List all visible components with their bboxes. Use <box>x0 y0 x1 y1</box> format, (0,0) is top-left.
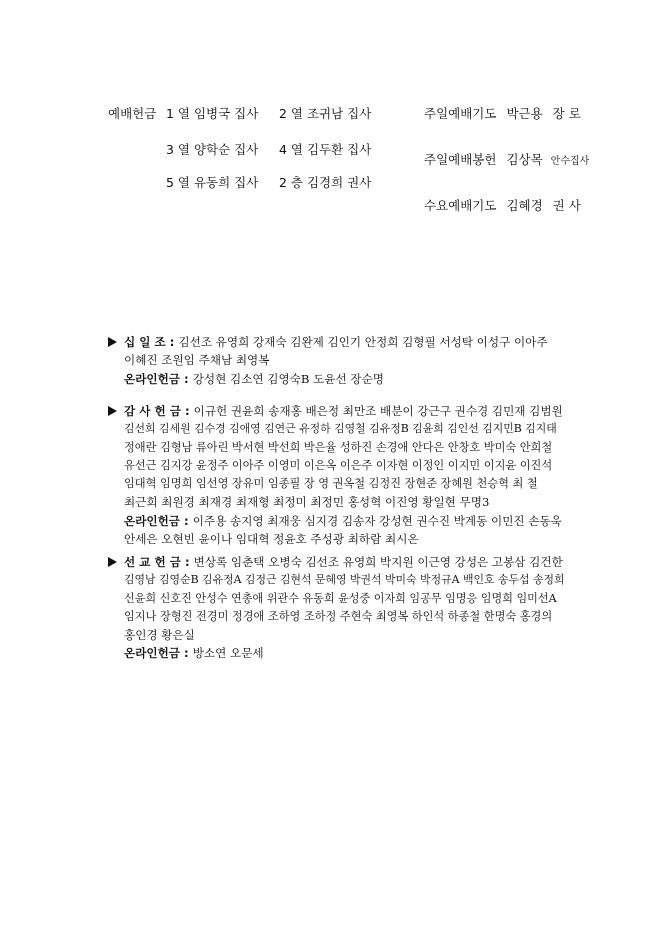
name-line: 정애란 김형남 류아린 박서현 박선희 박은율 성하진 손경애 안다은 안창호 박미숙 안희철 <box>124 440 553 454</box>
name-line: 안세은 오현빈 윤이나 임대혁 정윤호 주성광 최하람 최시온 <box>124 532 419 547</box>
thanks-section <box>108 402 568 548</box>
tithe-section <box>108 333 568 388</box>
offering-entry: 5 열 유동희 집사 <box>166 175 259 190</box>
offering-entry: 1 열 임병국 집사 <box>166 106 259 121</box>
duty-row <box>424 150 589 168</box>
duty-title: 장 로 <box>552 106 581 121</box>
name-line: 김선희 김세원 김수경 김애영 김연근 유정하 김영철 김유정B 김윤희 김인선 김지민B 김지태 <box>124 422 557 436</box>
name-line: 유선근 김지강 윤정주 이아주 이영미 이은옥 이은주 이자현 이정인 이지민 이지윤 이진석 <box>124 458 553 472</box>
bullet-triangle-icon <box>108 337 117 347</box>
name-line: 방소연 오문세 <box>192 646 264 661</box>
duty-row <box>424 196 581 214</box>
name-line: 임지나 장형진 전경미 정경애 조하영 조하정 주현숙 최영복 하인석 하종철 한명숙 홍경의 <box>124 609 553 623</box>
duty-role: 주일예배봉헌 <box>424 152 497 167</box>
offering-label: 예배헌금 <box>108 106 157 121</box>
duty-role: 주일예배기도 <box>424 106 497 121</box>
duty-name: 김혜경 <box>506 198 543 213</box>
name-line: 이혜진 조원임 주채남 최영복 <box>124 353 270 368</box>
name-line: 김영남 김영순B 김유정A 김정근 김현석 문혜영 박권석 박미숙 박정규A 백인호 송두섭 송정희 <box>124 573 565 587</box>
offering-entry: 4 열 김두환 집사 <box>279 142 372 157</box>
offering-entry: 3 열 양학순 집사 <box>166 142 259 157</box>
offering-entry: 2 열 조귀남 집사 <box>279 106 372 121</box>
name-line: 김선조 유영희 강재숙 김완제 김인기 안정희 김형필 서성탁 이성구 이아주 <box>178 335 548 349</box>
name-line: 강성현 김소연 김영숙B 도윤선 장순명 <box>192 371 384 386</box>
duty-role: 수요예배기도 <box>424 198 497 213</box>
duty-row <box>424 104 581 122</box>
duty-title: 안수집사 <box>550 156 590 167</box>
online-head: 온라인헌금 : <box>124 513 193 528</box>
name-line: 최근희 최원경 최재경 최재형 최정미 최정민 홍성혁 이진영 황일현 무명3 <box>124 495 490 510</box>
name-line: 이규헌 권윤희 송재홍 배은정 최만조 배분이 강근구 권수경 김민재 김범원 <box>193 404 563 418</box>
name-line: 변상록 임춘택 오병숙 김선조 유영희 박지원 이근영 강성은 고봉삼 김건한 <box>193 555 563 569</box>
section-head: 감 사 헌 금 : <box>124 404 194 418</box>
name-line: 홍인경 황은실 <box>124 628 195 643</box>
bullet-triangle-icon <box>108 406 117 416</box>
bullet-triangle-icon <box>108 557 117 567</box>
online-head: 온라인헌금 : <box>124 371 193 386</box>
section-head: 십 일 조 : <box>124 335 179 349</box>
duty-name: 박근용 <box>506 106 543 121</box>
mission-section <box>108 553 568 663</box>
online-head: 온라인헌금 : <box>124 646 193 661</box>
section-head: 선 교 헌 금 : <box>124 555 194 569</box>
name-line: 신윤희 신호진 안성수 연총애 위관수 유동희 윤성중 이자희 임공무 임명응 임명희 임미선A <box>124 591 557 605</box>
name-line: 이주용 송지영 최재웅 심지경 김송자 강성현 권수진 박계동 이민진 손동욱 <box>192 513 562 528</box>
offering-entry: 2 층 김경희 권사 <box>279 175 372 190</box>
name-line: 임대혁 임명희 임선영 장유미 임종필 장 영 권옥철 김정진 장현준 장혜원 천승혁 최 철 <box>124 477 538 491</box>
duty-title: 권 사 <box>552 198 581 213</box>
duty-name: 김상목 <box>506 152 543 167</box>
